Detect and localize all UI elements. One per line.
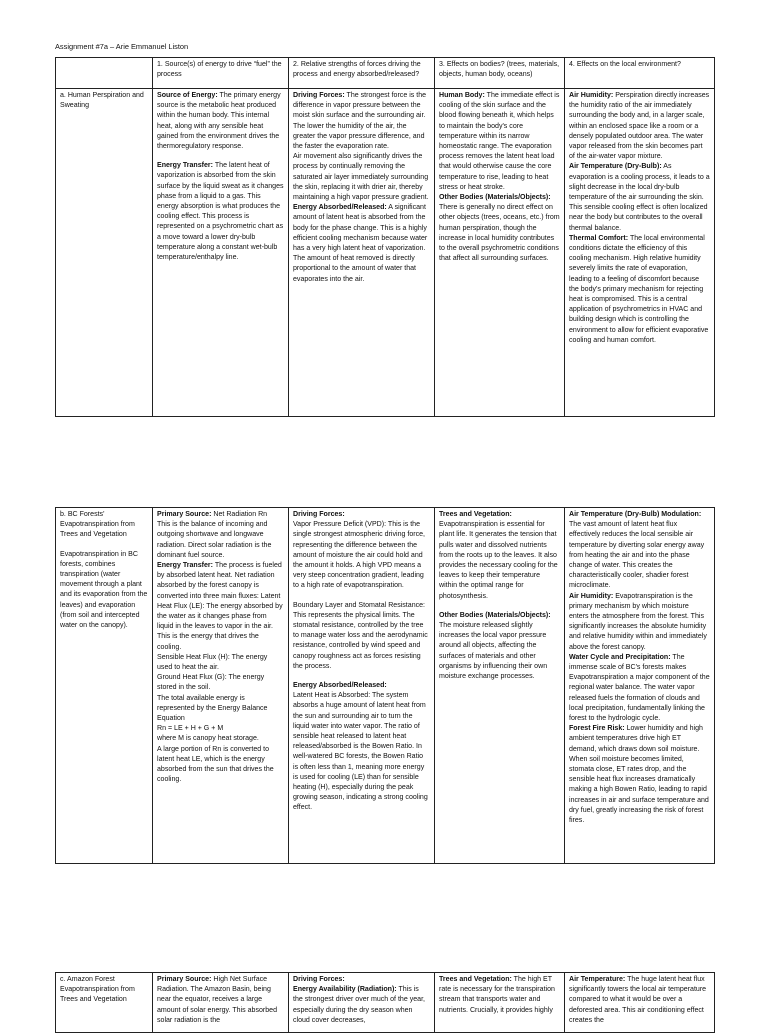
label: Air Humidity: [569,92,614,99]
label: Air Humidity: [569,592,614,600]
cell-effects-environment [565,89,715,417]
text: A large portion of Rn is converted to latent heat LE, which is the energy absorbed from the sun that drives the cooling. [157,745,274,784]
text: The strongest force is the difference in vapor pressure between the moist skin surface and the surrounding air. The lower the humidity of the air, the greater the vapor pressure difference, and the faster the evaporation rate. [293,92,427,151]
label: Air Temperature (Dry-Bulb) Modulation: [569,511,702,518]
table-section-b [55,507,715,864]
equation: Rn = LE + H + G + M [157,725,224,733]
text: The high ET rate is necessary for the transpiration stream that transports water and nutrients. Crucially, it provides highly [439,976,555,1014]
cell-effects-environment [565,508,715,864]
label: Other Bodies (Materials/Objects): [439,194,551,202]
header-cell-empty [56,58,153,89]
label: Energy Transfer: [157,162,214,170]
text: Ground Heat Flux (G): The energy stored in the soil. [157,674,265,692]
label: Air Temperature: [569,976,626,983]
cell-driving-forces [289,89,435,417]
row-label: a. Human Perspiration and Sweating [56,89,153,417]
text: Evapotranspiration in BC forests, combines transpiration (water movement through a plant and its evaporation from the leaves) and evaporation (from soil and intercepted water on the canopy). [60,550,148,630]
header-cell-effects-bodies: 3. Effects on bodies? (trees, materials, objects, human body, oceans) [435,58,565,89]
document-header: Assignment #7a – Arie Emmanuel Liston [55,42,189,51]
header-cell-driving-forces: 2. Relative strengths of forces driving the process and energy absorbed/released? [289,58,435,89]
header-cell-effects-environment: 4. Effects on the local environment? [565,58,715,89]
label: Primary Source: [157,511,212,518]
row-label [56,508,153,864]
text: This is the balance of incoming and outgoing shortwave and longwave radiation. Direct solar radiation is the dominant fuel source. [157,521,272,559]
label: Other Bodies (Materials/Objects): [439,611,551,619]
label: Thermal Comfort: [569,234,629,242]
text: where M is canopy heat storage. [157,735,259,743]
label: Trees and Vegetation: [439,976,512,983]
table-row [56,508,715,864]
text: The moisture released slightly increases the local vapor pressure around all objects, affecting the surfaces of materials and other organisms by influencing their own moisture exchange processes. [439,622,548,681]
text: Evapotranspiration is the primary mechanism by which moisture enters the atmosphere from the forest. This significantly increases the absolute humidity and relative humidity within and immediately above the forest canopy. [569,592,707,651]
text: Lower humidity and high ambient temperatures drive high ET demand, which draws down soil moisture. When soil moisture becomes limited, stomata close, ET rates drop, and the sensible heat flux increases dramatically making a high Bowen Ratio, leading to rapid increases in air and surface temperature and dry fuel, greatly increasing the risk of forest fires. [569,725,709,825]
label: Energy Transfer: [157,562,214,570]
cell-effects-bodies [435,508,565,864]
row-label: c. Amazon Forest Evapotranspiration from Trees and Vegetation [56,973,153,1033]
text: The latent heat of vaporization is absorbed from the skin surface by the liquid sweat as it changes phase from a liquid to a gas. This energy absorption is what produces the cooling effect. This process is represented on a psychrometric chart as a move toward a lower dry-bulb temperature along a constant wet-bulb temperature/enthalpy line. [157,162,284,262]
text: The immediate effect is cooling of the skin surface and the blood flowing beneath it, which helps to maintain the body's core temperature within its narrow homeostatic range. The evaporation process removes the latent heat load that would otherwise cause the core temperature to rise, leading to heat stress or heat stroke. [439,92,560,191]
text: The immense scale of BC's forests makes Evapotranspiration a major component of the regional water balance. The water vapor released fuels the formation of clouds and local precipitation, fundamentally linking the forest to the hydrologic cycle. [569,653,710,723]
label: Driving Forces: [293,92,345,99]
table-header-row [56,58,715,89]
label: Energy Availability (Radiation): [293,986,397,994]
text: Air movement also significantly drives the process by continually removing the saturated air layer immediately surrounding the skin, replacing it with drier air, thereby maintaining a high vapor pressure gradient. [293,153,429,202]
text: Evapotranspiration is essential for plant life. It generates the tension that pulls water and dissolved nutrients from the roots up to the leaves. It also provides the necessary cooling for the leaves to keep their temperature within the optimal range for photosynthesis. [439,521,558,600]
label: Energy Absorbed/Released: [293,204,387,212]
cell-energy-source [153,89,289,417]
cell-effects-bodies [435,89,565,417]
text: The primary energy source is the metabolic heat produced within the human body. This internal heat, along with any sensible heat gained from the environment drives the thermoregulatory response. [157,92,281,151]
text: The huge latent heat flux significantly towers the local air temperature compared to what it would be over a deforested area. This air conditioning effect creates the [569,976,707,1024]
label: Water Cycle and Precipitation: [569,653,671,661]
text: There is generally no direct effect on other objects (trees, oceans, etc.) from human perspiration, though the increase in local humidity contributes to the overall psychrometric conditions that affect all surrounding surfaces. [439,204,560,263]
table-section-a [55,57,715,417]
text: The local environmental conditions dictate the efficiency of this cooling mechanism. High relative humidity severely limits the rate of evaporation, leading to a feeling of discomfort because the body's primary mechanism for rejecting heat is compromised. This is a central application of psychrometrics in HVAC and building design which is controlling the environment to allow for efficient evaporative cooling and human comfort. [569,234,709,344]
label: Driving Forces: [293,976,345,983]
text: Latent Heat is Absorbed: The system absorbs a huge amount of latent heat from the sun and surrounding air to turn the liquid water into water vapor. The ratio of sensible heat released to latent heat released/absorbed is the Bowen Ratio. In well-watered BC forests, the Bowen Ratio is often less than 1, meaning more energy is used for cooling (LE) than for sensible heating (H), especially during the peak growing season, indicating a strong cooling effect. [293,692,428,812]
text: High Net Surface Radiation. The Amazon Basin, being near the equator, receives a large amount of solar energy. This absorbed solar radiation is the [157,976,277,1024]
label: Source of Energy: [157,92,218,99]
text: Perspiration directly increases the humidity ratio of the air immediately surrounding the body and, in a larger scale, within an enclosed space like a room or a densely populated outdoor area. The water vapor released from the skin becomes part of the air-water vapor mixture. [569,92,710,161]
label: Forest Fire Risk: [569,725,625,733]
text: Sensible Heat Flux (H): The energy used to heat the air. [157,653,268,672]
text: Vapor Pressure Deficit (VPD): This is the single strongest atmospheric driving force, representing the difference between the amount of moisture the air could hold and the amount it holds. A high VPD means a very steep concentration gradient, leading to a high rate of evapotranspiration. [293,521,425,590]
label: Primary Source: [157,976,212,983]
label: Energy Absorbed/Released: [293,682,387,690]
table-row [56,89,715,417]
text: Boundary Layer and Stomatal Resistance: This represents the physical limits. The stomatal resistance, controlled by the tree to manage water loss and the aerodynamic resistance, controlled by wind speed and canopy roughness act as forces resisting the process. [293,601,428,670]
text: b. BC Forests' Evapotranspiration from Trees and Vegetation [60,511,135,539]
text: The process is fueled by absorbed latent heat. Net radiation absorbed by the forest canopy is converted into three main fluxes: Latent Heat Flux (LE): The energy absorbed by the water as it changes phase from liquid in the leaves to vapor in the air. This is the energy that drives the cooling. [157,562,283,651]
text: As evaporation is a cooling process, it leads to a slight decrease in the local dry-bulb temperature of the air surrounding the skin. This sensible cooling effect is often localized near the body but contributes to the overall thermal balance. [569,163,710,232]
cell-driving-forces [289,508,435,864]
label: Trees and Vegetation: [439,511,512,518]
cell-energy-source [153,508,289,864]
label: Driving Forces: [293,511,345,518]
header-cell-energy-source: 1. Source(s) of energy to drive “fuel” the process [153,58,289,89]
text: The total available energy is represented by the Energy Balance Equation [157,694,268,723]
text: Net Radiation Rn [211,511,268,518]
text: This is the strongest driver over much of the year, especially during the dry season when cloud cover decreases, [293,986,425,1024]
text: The vast amount of latent heat flux effectively reduces the local sensible air temperature by diverting solar energy away from heating the air and into the phase change of water. This creates the characteristically cooler, shadier forest microclimate. [569,521,705,590]
label: Air Temperature (Dry-Bulb): [569,163,662,171]
label: Human Body: [439,92,485,99]
text: A significant amount of latent heat is absorbed from the body for the phase change. This is a highly efficient cooling mechanism because water has a very high latent heat of vaporization. The amount of heat removed is directly proportional to the amount of water that evaporates into the air. [293,204,428,283]
